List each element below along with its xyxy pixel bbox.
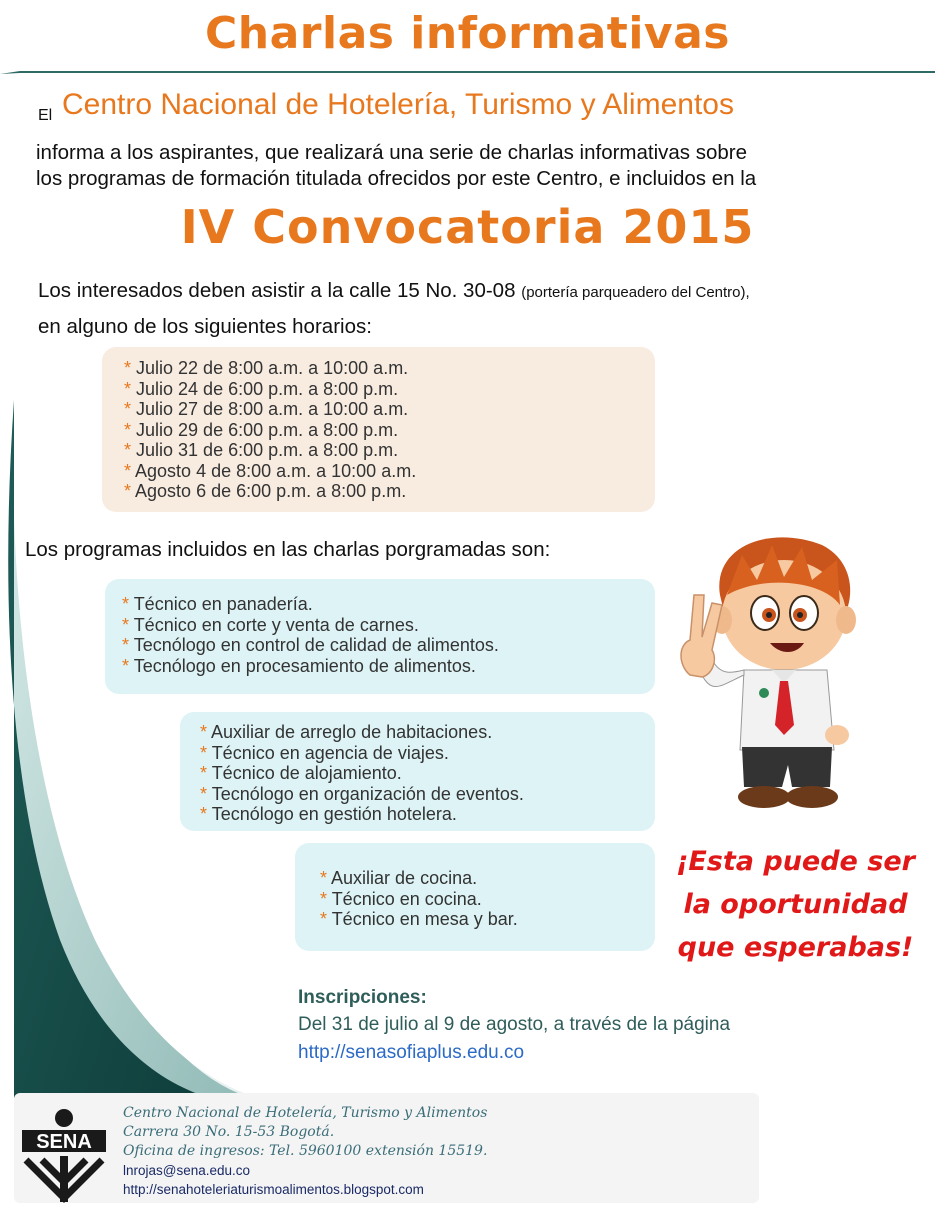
inscripciones-title: Inscripciones: <box>298 987 427 1008</box>
promo-message <box>658 840 933 969</box>
program-item: * Auxiliar de cocina. <box>320 868 478 888</box>
schedule-item: * Julio 22 de 8:00 a.m. a 10:00 a.m. <box>124 358 409 378</box>
registration-link[interactable]: http://senasofiaplus.edu.co <box>298 1042 525 1063</box>
page-title: Charlas informativas <box>205 8 730 59</box>
bullet-asterisk: * <box>200 783 208 804</box>
schedule-item: * Agosto 4 de 8:00 a.m. a 10:00 a.m. <box>124 460 417 481</box>
footer-blog-link[interactable]: http://senahoteleriaturismoalimentos.blogspot.com <box>123 1182 424 1197</box>
intro-line-2: los programas de formación titulada ofrecidos por este Centro, e incluidos en la <box>36 167 757 190</box>
inscripciones-text: Del 31 de julio al 9 de agosto, a través de la página <box>298 1014 731 1035</box>
title-divider <box>0 70 935 76</box>
program-item: * Técnico en mesa y bar. <box>320 909 518 929</box>
program-item: * Técnico en cocina. <box>320 888 482 909</box>
bullet-asterisk: * <box>124 440 132 460</box>
program-item: * Técnico en corte y venta de carnes. <box>122 614 419 635</box>
schedule-item: * Julio 29 de 6:00 p.m. a 8:00 p.m. <box>124 419 399 440</box>
footer-contact <box>123 1104 487 1199</box>
programs-intro: Los programas incluidos en las charlas porgramadas son: <box>25 538 551 561</box>
program-item: * Técnico de alojamiento. <box>200 763 402 783</box>
bullet-asterisk: * <box>122 655 130 676</box>
program-item: * Técnico en panadería. <box>122 594 313 614</box>
center-name: Centro Nacional de Hotelería, Turismo y Alimentos <box>62 88 734 121</box>
kitchen-programs-list <box>320 868 518 930</box>
promo-line-1: ¡Esta puede ser <box>676 846 915 877</box>
promo-line-3: que esperabas! <box>677 932 914 963</box>
bullet-asterisk: * <box>124 358 132 378</box>
location-main: Los interesados deben asistir a la calle 15 No. 30-08 <box>38 279 516 302</box>
promo-line-2: la oportunidad <box>683 889 908 920</box>
sena-logo-text: SENA <box>36 1131 92 1153</box>
bullet-asterisk: * <box>122 594 130 614</box>
location-line-1 <box>38 274 918 310</box>
schedule-item: * Julio 24 de 6:00 p.m. a 8:00 p.m. <box>124 378 399 399</box>
footer-phone: Oficina de ingresos: Tel. 5960100 extensión 15519. <box>123 1143 488 1159</box>
intro-prefix: El <box>38 107 53 124</box>
location-detail: (portería parqueadero del Centro), <box>521 284 750 301</box>
program-item: * Tecnólogo en organización de eventos. <box>200 783 524 804</box>
bullet-asterisk: * <box>124 378 132 399</box>
bullet-asterisk: * <box>200 722 208 742</box>
bullet-asterisk: * <box>320 868 328 888</box>
program-item: * Tecnólogo en control de calidad de alimentos. <box>122 635 499 655</box>
cartoon-boy-illustration <box>672 525 872 815</box>
footer-address: Carrera 30 No. 15-53 Bogotá. <box>123 1124 335 1140</box>
bullet-asterisk: * <box>124 460 132 481</box>
bullet-asterisk: * <box>320 888 328 909</box>
bullet-asterisk: * <box>200 742 208 763</box>
bullet-asterisk: * <box>200 763 208 783</box>
intro-line-1: informa a los aspirantes, que realizará una serie de charlas informativas sobre <box>36 141 748 164</box>
program-item: * Tecnólogo en gestión hotelera. <box>200 804 457 824</box>
footer-center-name: Centro Nacional de Hotelería, Turismo y Alimentos <box>123 1105 488 1121</box>
schedule-item: * Agosto 6 de 6:00 p.m. a 8:00 p.m. <box>124 481 407 501</box>
bullet-asterisk: * <box>124 481 132 501</box>
food-programs-list <box>122 594 499 676</box>
bullet-asterisk: * <box>320 909 328 929</box>
bullet-asterisk: * <box>124 419 132 440</box>
bullet-asterisk: * <box>122 635 130 655</box>
location-line-2: en alguno de los siguientes horarios: <box>38 315 372 338</box>
schedule-item: * Julio 27 de 8:00 a.m. a 10:00 a.m. <box>124 399 409 419</box>
program-item: * Técnico en agencia de viajes. <box>200 742 449 763</box>
footer-email-link[interactable]: lnrojas@sena.edu.co <box>123 1163 251 1178</box>
hotel-programs-list <box>200 722 524 825</box>
bullet-asterisk: * <box>200 804 208 824</box>
intro-body <box>36 140 916 192</box>
location-text <box>38 274 918 344</box>
schedule-item: * Julio 31 de 6:00 p.m. a 8:00 p.m. <box>124 440 399 460</box>
convocatoria-heading: IV Convocatoria 2015 <box>180 200 755 254</box>
schedule-list <box>124 358 416 502</box>
sena-logo <box>20 1108 108 1204</box>
program-item: * Tecnólogo en procesamiento de alimentos. <box>122 655 476 676</box>
bullet-asterisk: * <box>124 399 132 419</box>
program-item: * Auxiliar de arreglo de habitaciones. <box>200 722 493 742</box>
bullet-asterisk: * <box>122 614 130 635</box>
